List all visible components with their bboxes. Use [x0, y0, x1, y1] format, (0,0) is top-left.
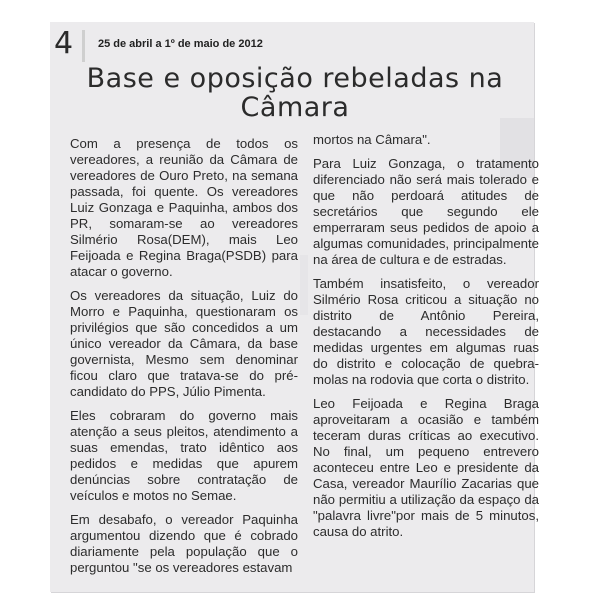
paragraph: Leo Feijoada e Regina Braga aproveitaram a ocasião e também teceram duras críticas ao executivo. No final, um pequeno entrevero aconteceu entre Leo e presidente da Casa, vereador Maurílio Zacarias que não permitiu a utilização da espaço da "palavra livre"por mais de 5 minutos, causa do atrito. [313, 396, 539, 539]
bleed-through-strip [300, 255, 308, 315]
page-number: 4 [54, 26, 72, 61]
article-right-column [313, 132, 539, 548]
paragraph: Com a presença de todos os vereadores, a reunião da Câmara de vereadores de Ouro Preto, na semana passada, foi quente. Os vereadores Luiz Gonzaga e Paquinha, ambos dos PR, somaram-se ao vereadores Silmério Rosa(DEM), mais Leo Feijoada e Regina Braga(PSDB) para atacar o governo. [70, 136, 298, 279]
paragraph: mortos na Câmara". [313, 132, 431, 147]
article-left-column [70, 136, 298, 584]
paragraph: Em desabafo, o vereador Paquinha argumentou dizendo que é cobrado diariamente pela população que o perguntou "se os vereadores estavam [70, 512, 298, 575]
issue-dateline: 25 de abril a 1º de maio de 2012 [98, 38, 263, 50]
page-number-divider [82, 30, 85, 62]
paragraph: Para Luiz Gonzaga, o tratamento diferenciado não será mais tolerado e que não perdoará atitudes de secretários que segundo ele emperraram seus pedidos de apoio a algumas comunidades, principalmente na área de cultura e de estradas. [313, 156, 539, 267]
article-headline: Base e oposição rebeladas na Câmara [86, 63, 504, 123]
paragraph: Também insatisfeito, o vereador Silmério Rosa criticou a situação no distrito de Antônio Pereira, destacando a necessidades de medidas urgentes em algumas ruas do distrito e colocação de quebra-molas na rodovia que corta o distrito. [313, 276, 539, 387]
paragraph: Eles cobraram do governo mais atenção a seus pleitos, atendimento a suas emendas, trato idêntico aos pedidos e medidas que apurem denúncias sobre contratação de veículos e motos no Semae. [70, 408, 298, 503]
paragraph: Os vereadores da situação, Luiz do Morro e Paquinha, questionaram os privilégios que são concedidos a um único vereador da Câmara, da base governista, Mesmo sem denominar ficou claro que tratava-se do pré-candidato do PPS, Júlio Pimenta. [70, 288, 298, 399]
